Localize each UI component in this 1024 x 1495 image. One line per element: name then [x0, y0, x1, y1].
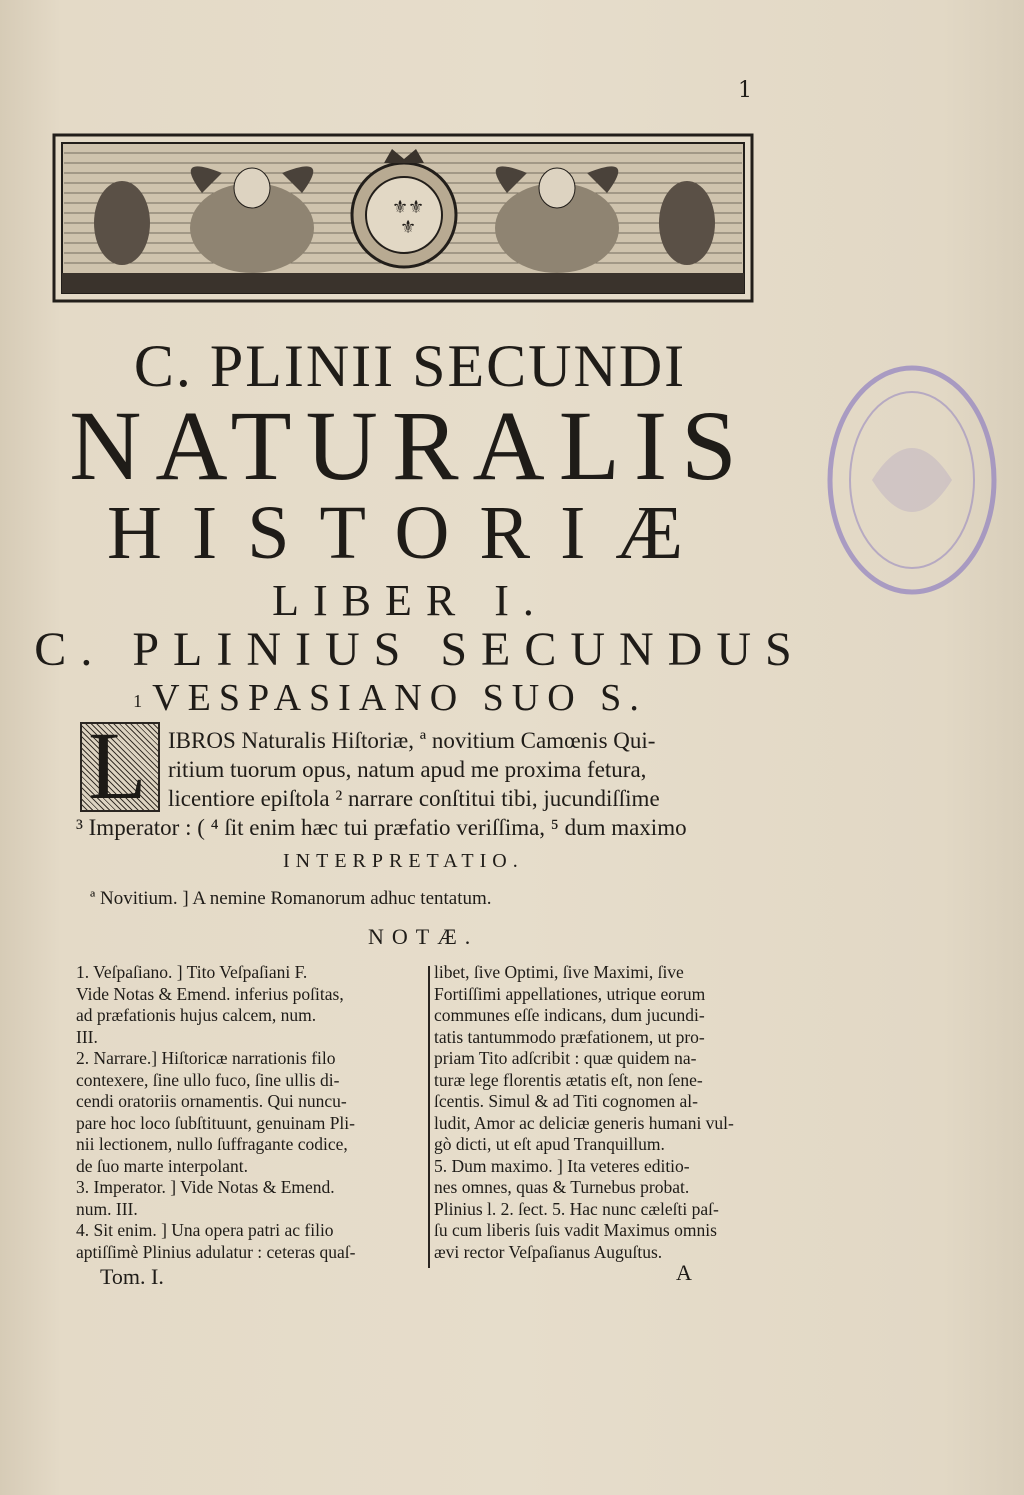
book-number: LIBER I.: [272, 576, 548, 625]
page-number: 1: [738, 78, 752, 103]
note-line: 1. Veſpaſiano. ] Tito Veſpaſiani F.: [76, 962, 308, 982]
notes-right-column: [434, 962, 792, 1263]
notae-heading: NOTÆ.: [368, 924, 479, 949]
note-line: num. III.: [76, 1198, 138, 1219]
body-line: ritium tuorum opus, natum apud me proxima fetura,: [168, 757, 647, 782]
column-divider: [428, 966, 430, 1268]
salutation-recipient-text: VESPASIANO SUO S.: [152, 677, 647, 719]
body-line: licentiore epiſtola ² narrare conſtitui tibi, jucundiſſime: [168, 786, 660, 811]
svg-text:⚜: ⚜: [408, 197, 425, 218]
note-line: nii lectionem, nullo ſuffragante codice,: [76, 1134, 348, 1154]
note-line: contexere, ſine ullo fuco, ſine ullis di-: [76, 1069, 340, 1090]
note-line: cendi oratoriis ornamentis. Qui nuncu-: [76, 1091, 347, 1111]
note-line: III.: [76, 1026, 98, 1047]
library-stamp: [820, 356, 1004, 604]
svg-text:⚜: ⚜: [392, 197, 409, 218]
note-line: pare hoc loco ſubſtituunt, genuinam Pli-: [76, 1112, 355, 1133]
note-line: Fortiſſimi appellationes, utrique eorum: [434, 983, 706, 1004]
body-line: IBROS Naturalis Hiſtoriæ, ª novitium Camœnis Qui-: [168, 728, 656, 753]
body-line: ³ Imperator : ( ⁴ ſit enim hæc tui præfatio veriſſima, ⁵ dum maximo: [76, 815, 687, 840]
note-line: priam Tito adſcribit : quæ quidem na-: [434, 1048, 697, 1068]
note-line: de ſuo marte interpolant.: [76, 1155, 249, 1176]
note-line: libet, ſive Optimi, ſive Maximi, ſive: [434, 962, 684, 982]
note-line: 5. Dum maximo. ] Ita veteres editio-: [434, 1155, 690, 1176]
note-line: aptiſſimè Plinius adulatur : ceteras quaſ-: [76, 1241, 356, 1262]
volume-signature: Tom. I.: [100, 1264, 164, 1289]
note-line: Vide Notas & Emend. inferius poſitas,: [76, 983, 344, 1004]
salutation-author: C. PLINIUS SECUNDUS: [34, 623, 806, 676]
interpretatio-text: ª Novitium. ] A nemine Romanorum adhuc tentatum.: [90, 888, 492, 909]
note-marker: 1: [133, 690, 143, 711]
headpiece-engraving: [52, 133, 754, 303]
ornamental-dropcap: [80, 712, 160, 819]
note-line: ſu cum liberis ſuis vadit Maximus omnis: [434, 1220, 717, 1240]
note-line: gò dicti, ut eſt apud Tranquillum.: [434, 1134, 665, 1154]
note-line: 4. Sit enim. ] Una opera patri ac filio: [76, 1220, 334, 1240]
svg-text:⚜: ⚜: [400, 217, 417, 238]
note-line: ævi rector Veſpaſianus Auguſtus.: [434, 1241, 663, 1262]
interpretatio-heading: INTERPRETATIO.: [283, 850, 524, 872]
note-line: turæ lege florentis ætatis eſt, non ſene-: [434, 1069, 703, 1090]
gathering-mark: A: [676, 1260, 692, 1285]
note-line: ſcentis. Simul & ad Titi cognomen al-: [434, 1091, 698, 1111]
note-line: communes eſſe indicans, dum jucundi-: [434, 1005, 705, 1025]
dropcap-letter: L: [88, 712, 147, 819]
work-title-historiae: HISTORIÆ: [107, 491, 713, 575]
note-line: 3. Imperator. ] Vide Notas & Emend.: [76, 1177, 335, 1197]
note-line: Plinius l. 2. ſect. 5. Hac nunc cæleſti paſ-: [434, 1198, 719, 1219]
note-line: 2. Narrare.] Hiſtoricæ narrationis filo: [76, 1048, 336, 1068]
author-title: C. PLINII SECUNDI: [133, 333, 687, 399]
note-line: nes omnes, quas & Turnebus probat.: [434, 1177, 690, 1197]
notes-left-column: [76, 962, 426, 1263]
note-line: ludit, Amor ac deliciæ generis humani vul-: [434, 1112, 734, 1133]
note-line: tatis tantummodo præfationem, ut pro-: [434, 1026, 705, 1047]
work-title-naturalis: NATURALIS: [69, 390, 751, 501]
note-line: ad præfationis hujus calcem, num.: [76, 1005, 317, 1025]
